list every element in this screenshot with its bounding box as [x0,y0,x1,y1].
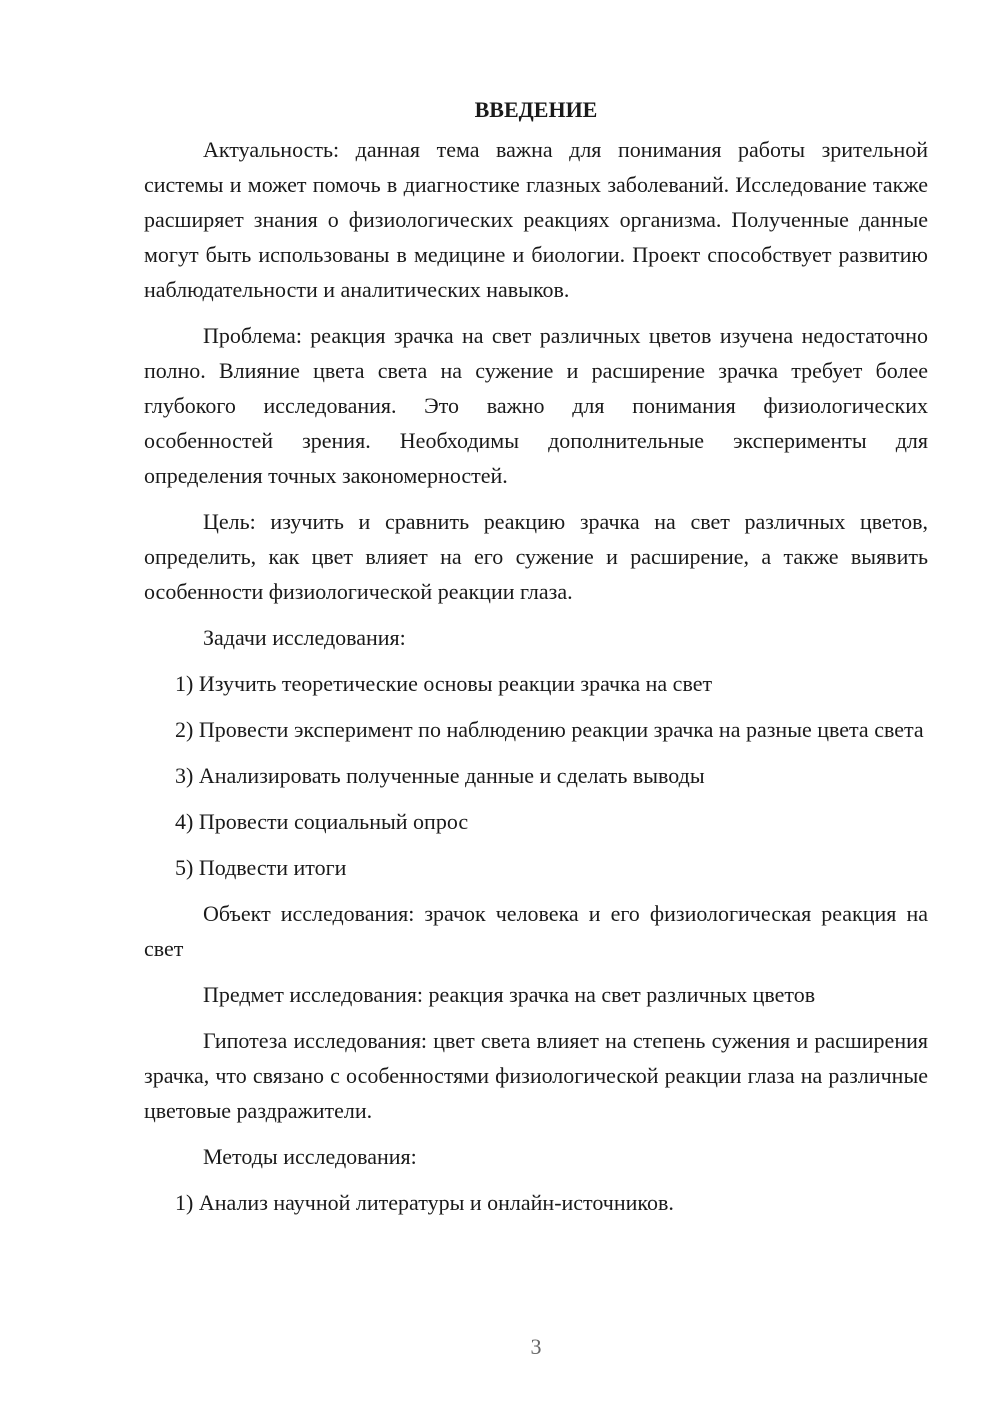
document-page [144,92,928,1231]
page-number: 3 [530,1334,542,1359]
paragraph-goal: Цель: изучить и сравнить реакцию зрачка на свет различных цветов, определить, как цвет влияет на его сужение и расширение, а также выявить особенности физиологической реакции глаза. [144,509,928,604]
task-item: 4) Провести социальный опрос [175,809,469,834]
tasks-title: Задачи исследования: [203,625,406,650]
paragraph-relevance: Актуальность: данная тема важна для понимания работы зрительной системы и может помочь в диагностике глазных заболеваний. Исследование также расширяет знания о физиологических реакциях организма. Полученные данные могут быть использованы в медицине и биологии. Проект способствует развитию наблюдательности и аналитических навыков. [144,137,928,302]
paragraph-hypothesis: Гипотеза исследования: цвет света влияет на степень сужения и расширения зрачка, что связано с особенностями физиологической реакции глаза на различные цветовые раздражители. [144,1028,928,1123]
task-item: 3) Анализировать полученные данные и сделать выводы [175,763,705,788]
methods-title: Методы исследования: [203,1144,417,1169]
method-item: 1) Анализ научной литературы и онлайн-источников. [175,1190,674,1215]
page-title: ВВЕДЕНИЕ [474,97,598,122]
task-item: 1) Изучить теоретические основы реакции зрачка на свет [175,671,713,696]
paragraph-problem: Проблема: реакция зрачка на свет различных цветов изучена недостаточно полно. Влияние цвета света на сужение и расширение зрачка требует более глубокого исследования. Это важно для понимания физиологических особенностей зрения. Необходимы дополнительные эксперименты для определения точных закономерностей. [144,323,928,488]
task-item: 2) Провести эксперимент по наблюдению реакции зрачка на разные цвета света [175,717,924,742]
paragraph-object: Объект исследования: зрачок человека и его физиологическая реакция на свет [144,901,928,961]
paragraph-subject: Предмет исследования: реакция зрачка на свет различных цветов [203,982,816,1007]
task-item: 5) Подвести итоги [175,855,347,880]
